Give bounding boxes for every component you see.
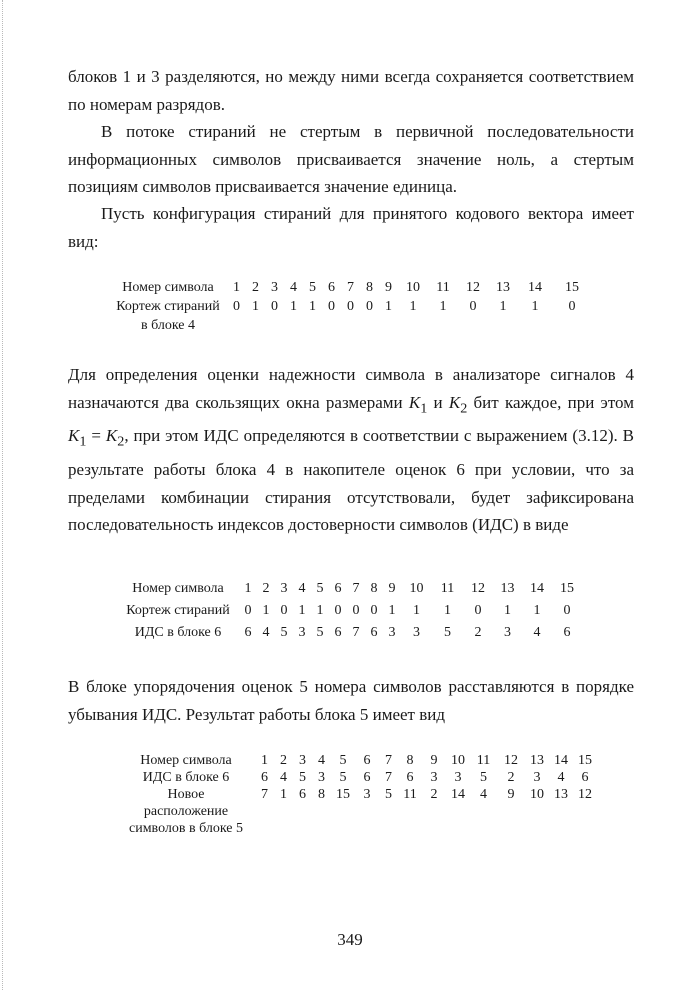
cell: 7	[347, 280, 354, 295]
paragraph-erasure-config: Пусть конфигурация стираний для принятого кодового вектора имеет вид:	[68, 204, 634, 251]
cell: 7	[385, 770, 392, 785]
paragraph-continuation: блоков 1 и 3 разделяются, но между ними всегда сохраняется соответствием по номерам разрядов.	[68, 67, 634, 114]
table-row	[117, 769, 597, 786]
cell: 12	[504, 753, 518, 768]
table-row	[109, 278, 592, 297]
cell: 2	[430, 787, 438, 802]
cell: 5	[444, 625, 451, 640]
row-label-ids: ИДС в блоке 6	[134, 625, 222, 640]
cell: 0	[347, 299, 354, 314]
paragraph-ordering: В блоке упорядочения оценок 5 номера символов расставляются в порядке убывания ИДС. Результат работы блока 5 имеет вид	[68, 677, 634, 724]
cell: 5	[280, 625, 288, 640]
cell: 1	[531, 299, 539, 314]
cell: 9	[430, 753, 438, 768]
text-run: бит каждое, при этом	[467, 392, 634, 412]
cell: 7	[261, 787, 268, 802]
text-run: и	[427, 392, 449, 412]
row-label-erasure: Кортеж стираний	[126, 603, 230, 618]
text-run: , при этом ИДС определяются в соответствии с выражением (3.12). В результате работы блока 4 в накопителе оценок 6 при условии, что за пределами комбинации стирания отсутствовали, будет зафиксирована последовательность индексов достоверности символов (ИДС) в виде	[68, 426, 634, 535]
formula-var: K	[448, 392, 461, 412]
cell: 6	[261, 770, 268, 785]
cell: 1	[316, 603, 324, 618]
cell: 6	[334, 581, 342, 596]
table-row	[117, 578, 582, 600]
cell: 7	[352, 581, 360, 596]
erasure-table	[109, 278, 592, 335]
row-label-ids: ИДС в блоке 6	[142, 770, 230, 785]
cell: 7	[385, 753, 392, 768]
cell: 8	[366, 280, 373, 295]
cell: 0	[334, 603, 342, 618]
cell: 13	[530, 753, 544, 768]
cell: 3	[318, 770, 325, 785]
cell: 10	[530, 787, 544, 802]
cell: 6	[370, 625, 378, 640]
cell: 1	[413, 603, 420, 618]
cell: 3	[298, 625, 306, 640]
cell: 6	[406, 770, 414, 785]
cell: 1	[533, 603, 541, 618]
cell: 5	[339, 753, 347, 768]
cell: 4	[262, 625, 270, 640]
cell: 3	[280, 581, 288, 596]
cell: 1	[309, 299, 316, 314]
cell: 6	[363, 753, 371, 768]
cell: 1	[444, 603, 451, 618]
cell: 5	[385, 787, 392, 802]
cell: 0	[280, 603, 288, 618]
cell: 1	[499, 299, 507, 314]
cell: 3	[363, 787, 371, 802]
row-label-line: расположение	[143, 804, 229, 819]
cell: 8	[318, 787, 325, 802]
cell: 1	[504, 603, 511, 618]
formula-operator: =	[86, 426, 106, 446]
cell: 13	[500, 581, 515, 596]
cell: 0	[563, 603, 571, 618]
cell: 0	[328, 299, 335, 314]
cell: 1	[409, 299, 417, 314]
formula-var: K	[105, 426, 118, 446]
cell: 3	[388, 625, 396, 640]
cell: 2	[474, 625, 482, 640]
cell: 4	[533, 625, 541, 640]
cell: 0	[271, 299, 278, 314]
cell: 0	[233, 299, 240, 314]
cell: 6	[363, 770, 371, 785]
cell: 1	[385, 299, 392, 314]
paragraph-window-definition	[68, 361, 634, 539]
cell: 0	[366, 299, 373, 314]
table-row	[117, 622, 582, 644]
cell: 1	[233, 280, 240, 295]
cell: 1	[262, 603, 270, 618]
cell: 5	[299, 770, 306, 785]
formula-var: K	[408, 392, 421, 412]
cell: 11	[403, 787, 417, 802]
cell: 4	[298, 581, 306, 596]
cell: 4	[557, 770, 565, 785]
row-label-erasure	[109, 297, 227, 335]
row-label-line: Кортеж стираний	[116, 299, 220, 314]
cell: 5	[480, 770, 487, 785]
cell: 1	[252, 299, 259, 314]
page-edge	[2, 0, 3, 990]
cell: 0	[244, 603, 252, 618]
cell: 1	[298, 603, 306, 618]
cell: 11	[436, 280, 450, 295]
cell: 6	[328, 280, 335, 295]
cell: 1	[439, 299, 447, 314]
formula-subscript: 1	[420, 399, 428, 416]
cell: 1	[388, 603, 396, 618]
table-row	[109, 297, 592, 335]
cell: 10	[406, 280, 420, 295]
cell: 3	[299, 753, 306, 768]
cell: 6	[244, 625, 252, 640]
cell: 13	[496, 280, 510, 295]
formula-var: K	[68, 426, 80, 446]
formula-subscript: 1	[79, 433, 87, 450]
cell: 3	[533, 770, 541, 785]
cell: 6	[334, 625, 342, 640]
row-label-symbol: Номер символа	[132, 581, 224, 596]
cell: 2	[507, 770, 515, 785]
table-row	[117, 752, 597, 769]
cell: 9	[388, 581, 396, 596]
cell: 12	[466, 280, 480, 295]
formula-subscript: 2	[117, 433, 125, 450]
cell: 0	[370, 603, 378, 618]
cell: 14	[528, 280, 542, 295]
cell: 6	[299, 787, 306, 802]
cell: 4	[318, 753, 325, 768]
table-row	[117, 600, 582, 622]
cell: 14	[451, 787, 465, 802]
cell: 14	[530, 581, 544, 596]
table-row	[117, 786, 597, 837]
cell: 3	[430, 770, 438, 785]
cell: 0	[469, 299, 477, 314]
cell: 15	[560, 581, 574, 596]
cell: 3	[413, 625, 420, 640]
cell: 1	[280, 787, 287, 802]
cell: 15	[336, 787, 350, 802]
cell: 5	[309, 280, 316, 295]
row-label-symbol: Номер символа	[140, 753, 232, 768]
paragraph-erasure-stream: В потоке стираний не стертым в первичной последовательности информационных символов присваивается значение ноль, а стертым позициям символов присваивается значение единица.	[68, 122, 634, 196]
cell: 11	[440, 581, 455, 596]
cell: 1	[290, 299, 297, 314]
cell: 12	[578, 787, 592, 802]
page-number: 349	[337, 930, 363, 949]
cell: 10	[451, 753, 465, 768]
ordering-table	[117, 752, 597, 837]
row-label-new-order	[117, 786, 255, 837]
cell: 14	[554, 753, 568, 768]
cell: 10	[409, 581, 424, 596]
cell: 5	[316, 581, 324, 596]
text-run: Для определения оценки надежности символа в анализаторе сигналов 4 назначаются два скользящих окна размерами	[68, 365, 634, 412]
cell: 1	[261, 753, 268, 768]
cell: 8	[406, 753, 414, 768]
cell: 13	[554, 787, 568, 802]
cell: 5	[316, 625, 324, 640]
cell: 6	[581, 770, 589, 785]
cell: 0	[352, 603, 360, 618]
cell: 2	[280, 753, 287, 768]
ids-table	[117, 578, 582, 644]
cell: 3	[454, 770, 462, 785]
formula-subscript: 2	[460, 399, 468, 416]
cell: 15	[578, 753, 592, 768]
cell: 2	[252, 280, 259, 295]
row-label-line: в блоке 4	[140, 318, 196, 333]
cell: 4	[480, 787, 487, 802]
cell: 12	[471, 581, 485, 596]
cell: 8	[370, 581, 378, 596]
cell: 0	[474, 603, 482, 618]
row-label-line: символов в блоке 5	[128, 821, 244, 836]
cell: 7	[352, 625, 360, 640]
cell: 0	[568, 299, 576, 314]
cell: 3	[271, 280, 278, 295]
cell: 9	[385, 280, 392, 295]
cell: 6	[563, 625, 571, 640]
cell: 3	[504, 625, 511, 640]
cell: 5	[339, 770, 347, 785]
cell: 15	[565, 280, 579, 295]
row-label-symbol: Номер символа	[122, 280, 214, 295]
cell: 1	[244, 581, 252, 596]
row-label-line: Новое	[167, 787, 205, 802]
cell: 2	[262, 581, 270, 596]
cell: 9	[507, 787, 515, 802]
cell: 4	[280, 770, 287, 785]
cell: 11	[476, 753, 491, 768]
cell: 4	[290, 280, 297, 295]
